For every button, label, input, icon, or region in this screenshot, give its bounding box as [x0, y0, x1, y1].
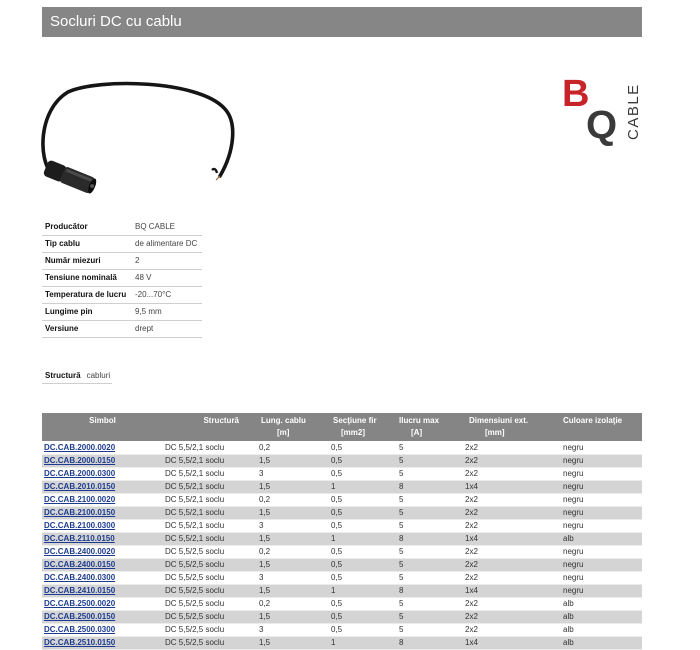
- cell-structure: DC 5,5/2,5 soclu: [163, 610, 249, 623]
- cell-current: 8: [389, 480, 453, 493]
- cell-structure: DC 5,5/2,1 soclu: [163, 441, 249, 454]
- cell-color: alb: [547, 623, 642, 636]
- cell-length: 1,5: [249, 532, 321, 545]
- cell-dims: 2x2: [453, 506, 547, 519]
- cell-symbol: [42, 584, 163, 597]
- cell-structure: DC 5,5/2,1 soclu: [163, 532, 249, 545]
- spec-label: Temperatura de lucru: [42, 286, 132, 303]
- product-symbol-link[interactable]: DC.CAB.2500.0150: [44, 612, 116, 621]
- cell-color: negru: [547, 584, 642, 597]
- cell-structure: DC 5,5/2,5 soclu: [163, 558, 249, 571]
- structure-value: cabluri: [86, 371, 111, 380]
- cell-dims: 1x4: [453, 480, 547, 493]
- spec-row-cable-type: [42, 235, 202, 252]
- table-row: [42, 467, 642, 480]
- cell-length: 1,5: [249, 454, 321, 467]
- product-symbol-link[interactable]: DC.CAB.2400.0150: [44, 560, 116, 569]
- cell-symbol: [42, 467, 163, 480]
- spec-label: Producător: [42, 218, 132, 235]
- cell-structure: DC 5,5/2,1 soclu: [163, 519, 249, 532]
- spec-row-voltage: [42, 269, 202, 286]
- cell-dims: 2x2: [453, 571, 547, 584]
- product-symbol-link[interactable]: DC.CAB.2000.0300: [44, 469, 116, 478]
- cell-color: negru: [547, 480, 642, 493]
- cell-structure: DC 5,5/2,5 soclu: [163, 545, 249, 558]
- cell-color: alb: [547, 610, 642, 623]
- cell-section: 1: [321, 532, 389, 545]
- col-header-color[interactable]: Culoare izolaţie: [563, 416, 623, 425]
- cell-current: 5: [389, 493, 453, 506]
- table-row: [42, 610, 642, 623]
- spec-row-cores: [42, 252, 202, 269]
- table-row: [42, 441, 642, 454]
- cell-section: 0,5: [321, 571, 389, 584]
- cell-symbol: [42, 610, 163, 623]
- cell-dims: 2x2: [453, 493, 547, 506]
- product-symbol-link[interactable]: DC.CAB.2100.0150: [44, 508, 116, 517]
- cell-section: 0,5: [321, 610, 389, 623]
- product-symbol-link[interactable]: DC.CAB.2110.0150: [44, 534, 115, 543]
- cell-structure: DC 5,5/2,1 soclu: [163, 506, 249, 519]
- cell-dims: 2x2: [453, 545, 547, 558]
- table-row: [42, 493, 642, 506]
- spec-value: 48 V: [132, 269, 202, 286]
- col-header-current[interactable]: Ilucru max [A]: [399, 416, 440, 437]
- cell-current: 5: [389, 467, 453, 480]
- svg-text:CABLE: CABLE: [625, 83, 642, 140]
- cell-current: 5: [389, 597, 453, 610]
- col-header-dimensions[interactable]: Dimensiuni ext. [mm]: [469, 416, 529, 437]
- cell-section: 0,5: [321, 545, 389, 558]
- cell-section: 0,5: [321, 493, 389, 506]
- cell-dims: 2x2: [453, 467, 547, 480]
- cell-section: 0,5: [321, 454, 389, 467]
- spec-label: Număr miezuri: [42, 252, 132, 269]
- col-header-section[interactable]: Secţiune fir [mm2]: [333, 416, 377, 437]
- cell-length: 0,2: [249, 441, 321, 454]
- structure-filter: [42, 369, 112, 384]
- spec-row-temperature: [42, 286, 202, 303]
- cell-dims: 2x2: [453, 558, 547, 571]
- col-header-length[interactable]: Lung. cablu [m]: [261, 416, 306, 437]
- cell-section: 0,5: [321, 623, 389, 636]
- cell-symbol: [42, 597, 163, 610]
- cell-color: negru: [547, 558, 642, 571]
- spec-label: Tensiune nominală: [42, 269, 132, 286]
- cell-structure: DC 5,5/2,1 soclu: [163, 480, 249, 493]
- spec-value: 9,5 mm: [132, 303, 202, 320]
- table-header-row: [42, 413, 642, 441]
- cell-length: 1,5: [249, 558, 321, 571]
- product-symbol-link[interactable]: DC.CAB.2010.0150: [44, 482, 116, 491]
- cell-section: 0,5: [321, 519, 389, 532]
- cell-dims: 2x2: [453, 623, 547, 636]
- cell-length: 1,5: [249, 636, 321, 649]
- col-header-symbol[interactable]: Simbol: [89, 416, 116, 425]
- cell-structure: DC 5,5/2,5 soclu: [163, 584, 249, 597]
- product-symbol-link[interactable]: DC.CAB.2510.0150: [44, 638, 116, 647]
- product-image: [38, 70, 238, 195]
- table-row: [42, 519, 642, 532]
- table-row: [42, 584, 642, 597]
- cell-symbol: [42, 571, 163, 584]
- cell-current: 8: [389, 532, 453, 545]
- cell-length: 1,5: [249, 610, 321, 623]
- product-symbol-link[interactable]: DC.CAB.2100.0300: [44, 521, 116, 530]
- cell-section: 0,5: [321, 558, 389, 571]
- page-title: Socluri DC cu cablu: [42, 7, 642, 37]
- cell-color: negru: [547, 506, 642, 519]
- cell-section: 0,5: [321, 441, 389, 454]
- spec-value: -20...70°C: [132, 286, 202, 303]
- cell-current: 5: [389, 610, 453, 623]
- table-row: [42, 623, 642, 636]
- cell-section: 1: [321, 636, 389, 649]
- product-symbol-link[interactable]: DC.CAB.2500.0300: [44, 625, 116, 634]
- cell-dims: 2x2: [453, 597, 547, 610]
- cell-symbol: [42, 454, 163, 467]
- cell-color: negru: [547, 545, 642, 558]
- spec-value: 2: [132, 252, 202, 269]
- cell-symbol: [42, 519, 163, 532]
- cell-symbol: [42, 636, 163, 649]
- cell-structure: DC 5,5/2,5 soclu: [163, 623, 249, 636]
- cell-structure: DC 5,5/2,5 soclu: [163, 636, 249, 649]
- table-row: [42, 558, 642, 571]
- cell-symbol: [42, 545, 163, 558]
- cell-section: 1: [321, 480, 389, 493]
- cell-section: 1: [321, 584, 389, 597]
- cell-dims: 1x4: [453, 584, 547, 597]
- product-symbol-link[interactable]: DC.CAB.2100.0020: [44, 495, 116, 504]
- cell-structure: DC 5,5/2,1 soclu: [163, 493, 249, 506]
- structure-label: Structură: [45, 371, 81, 380]
- product-symbol-link[interactable]: DC.CAB.2410.0150: [44, 586, 116, 595]
- product-symbol-link[interactable]: DC.CAB.2400.0020: [44, 547, 116, 556]
- spec-row-producer: [42, 218, 202, 235]
- cell-length: 0,2: [249, 597, 321, 610]
- svg-text:Q: Q: [586, 103, 618, 147]
- cell-length: 0,2: [249, 545, 321, 558]
- cell-dims: 2x2: [453, 519, 547, 532]
- spec-value: de alimentare DC: [132, 235, 202, 252]
- spec-value: drept: [132, 320, 202, 337]
- cell-structure: DC 5,5/2,5 soclu: [163, 571, 249, 584]
- spec-label: Tip cablu: [42, 235, 132, 252]
- table-row: [42, 532, 642, 545]
- cell-section: 0,5: [321, 506, 389, 519]
- cell-symbol: [42, 558, 163, 571]
- cell-dims: 1x4: [453, 532, 547, 545]
- svg-text:B: B: [562, 73, 590, 115]
- cell-length: 3: [249, 467, 321, 480]
- cell-length: 1,5: [249, 506, 321, 519]
- cell-dims: 2x2: [453, 441, 547, 454]
- cell-color: alb: [547, 597, 642, 610]
- cell-symbol: [42, 493, 163, 506]
- cell-structure: DC 5,5/2,1 soclu: [163, 454, 249, 467]
- cell-color: negru: [547, 571, 642, 584]
- cell-length: 1,5: [249, 480, 321, 493]
- spec-row-version: [42, 320, 202, 337]
- table-row: [42, 506, 642, 519]
- table-row: [42, 480, 642, 493]
- cell-dims: 1x4: [453, 636, 547, 649]
- col-header-structure[interactable]: Structură: [203, 416, 239, 425]
- cell-length: 3: [249, 571, 321, 584]
- cell-color: negru: [547, 454, 642, 467]
- cell-length: 3: [249, 519, 321, 532]
- product-symbol-link[interactable]: DC.CAB.2000.0020: [44, 442, 116, 452]
- cell-current: 8: [389, 636, 453, 649]
- spec-label: Versiune: [42, 320, 132, 337]
- product-table: [42, 413, 642, 650]
- cell-current: 5: [389, 506, 453, 519]
- cell-length: 3: [249, 623, 321, 636]
- cell-symbol: [42, 480, 163, 493]
- cell-symbol: [42, 441, 163, 454]
- cell-symbol: [42, 623, 163, 636]
- table-row: [42, 636, 642, 649]
- cell-current: 5: [389, 454, 453, 467]
- table-row: [42, 597, 642, 610]
- table-row: [42, 454, 642, 467]
- cell-structure: DC 5,5/2,1 soclu: [163, 467, 249, 480]
- cell-color: negru: [547, 467, 642, 480]
- cell-current: 8: [389, 584, 453, 597]
- cell-color: negru: [547, 493, 642, 506]
- cell-color: alb: [547, 532, 642, 545]
- product-symbol-link[interactable]: DC.CAB.2500.0020: [44, 599, 116, 608]
- cell-color: negru: [547, 441, 642, 454]
- cell-dims: 2x2: [453, 610, 547, 623]
- cell-structure: DC 5,5/2,5 soclu: [163, 597, 249, 610]
- spec-row-pin-length: [42, 303, 202, 320]
- cell-length: 1,5: [249, 584, 321, 597]
- cell-current: 5: [389, 441, 453, 454]
- cell-current: 5: [389, 545, 453, 558]
- bq-cable-logo: [560, 70, 650, 150]
- product-table-body: [42, 441, 642, 649]
- cell-current: 5: [389, 571, 453, 584]
- cell-dims: 2x2: [453, 454, 547, 467]
- product-symbol-link[interactable]: DC.CAB.2000.0150: [44, 456, 116, 465]
- cell-section: 0,5: [321, 597, 389, 610]
- table-row: [42, 545, 642, 558]
- cell-length: 0,2: [249, 493, 321, 506]
- spec-table: [42, 218, 202, 338]
- cell-symbol: [42, 506, 163, 519]
- spec-value: BQ CABLE: [132, 218, 202, 235]
- cell-color: negru: [547, 519, 642, 532]
- product-symbol-link[interactable]: DC.CAB.2400.0300: [44, 573, 116, 582]
- spec-label: Lungime pin: [42, 303, 132, 320]
- cell-current: 5: [389, 558, 453, 571]
- cell-symbol: [42, 532, 163, 545]
- cell-color: alb: [547, 636, 642, 649]
- table-row: [42, 571, 642, 584]
- cell-section: 0,5: [321, 467, 389, 480]
- cell-current: 5: [389, 519, 453, 532]
- cell-current: 5: [389, 623, 453, 636]
